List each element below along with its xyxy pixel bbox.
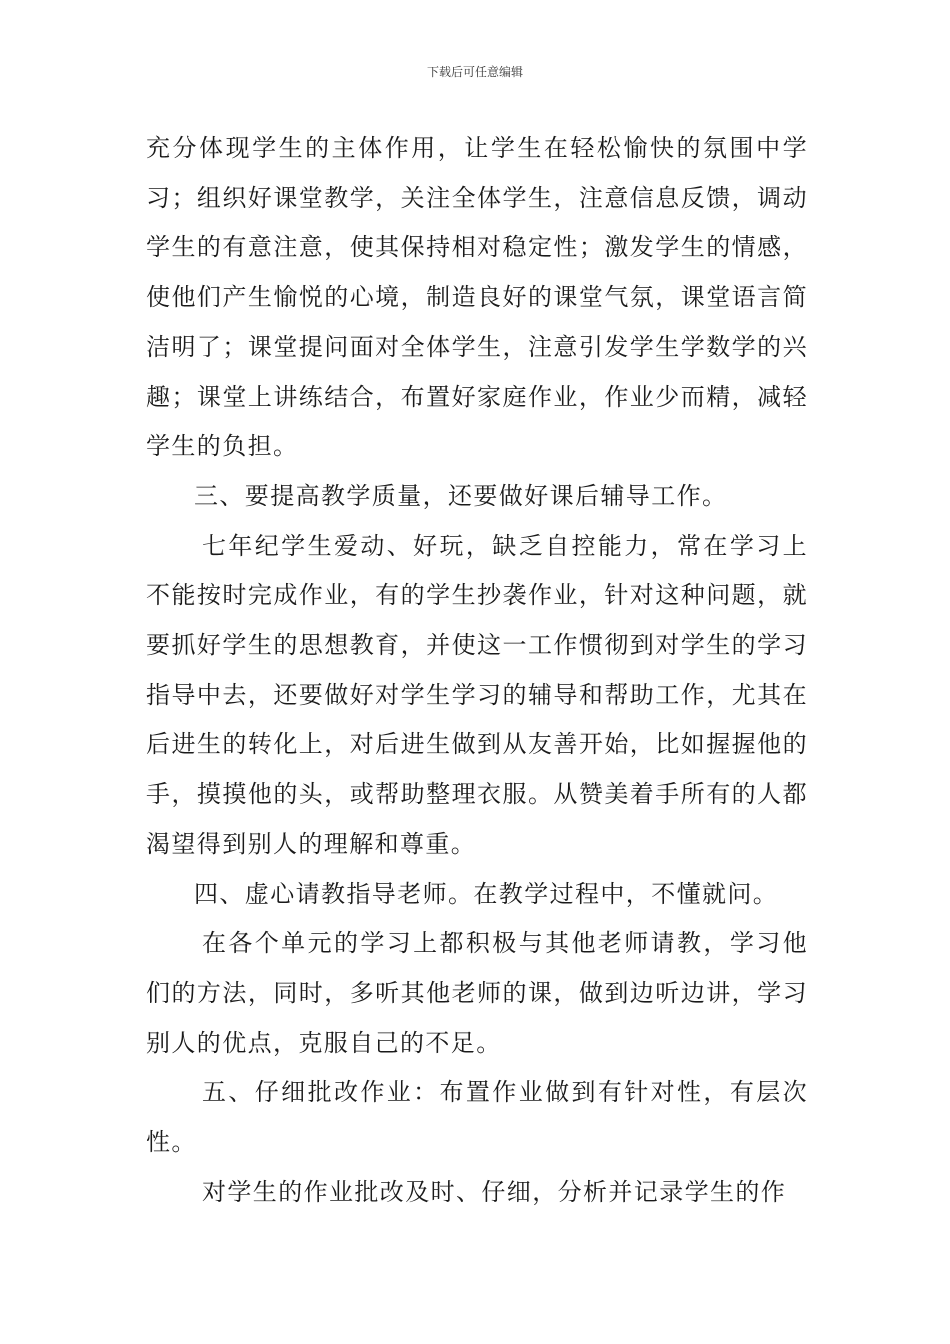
paragraph-3: 七年纪学生爱动、好玩，缺乏自控能力，常在学习上不能按时完成作业，有的学生抄袭作业，针对这种问题，就要抓好学生的思想教育，并使这一工作惯彻到对学生的学习指导中去，还要做好对学生学习的辅导和帮助工作，尤其在后进生的转化上，对后进生做到从友善开始，比如握握他的手，摸摸他的头，或帮助整理衣服。从赞美着手所有的人都渴望得到别人的理解和尊重。 [146, 531, 808, 858]
paragraph-7: 对学生的作业批改及时、仔细，分析并记录学生的作 [202, 1177, 787, 1206]
paragraph-1: 充分体现学生的主体作用，让学生在轻松愉快的氛围中学习；组织好课堂教学，关注全体学生，注意信息反馈，调动学生的有意注意，使其保持相对稳定性；激发学生的情感，使他们产生愉悦的心境，制造良好的课堂气氛，课堂语言简洁明了；课堂提问面对全体学生，注意引发学生学数学的兴趣；课堂上讲练结合，布置好家庭作业，作业少而精，减轻学生的负担。 [146, 134, 808, 461]
paragraph-5: 在各个单元的学习上都积极与其他老师请教，学习他们的方法，同时，多听其他老师的课，做到边听边讲，学习别人的优点，克服自己的不足。 [146, 929, 808, 1057]
paragraph-4-heading: 四、虚心请教指导老师。在教学过程中，不懂就问。 [194, 879, 779, 908]
paragraph-2-heading: 三、要提高教学质量，还要做好课后辅导工作。 [194, 481, 728, 510]
document-body [146, 124, 808, 1217]
paragraph-6-heading: 五、仔细批改作业：布置作业做到有针对性，有层次性。 [146, 1078, 808, 1157]
page-header: 下载后可任意编辑 [426, 65, 523, 79]
